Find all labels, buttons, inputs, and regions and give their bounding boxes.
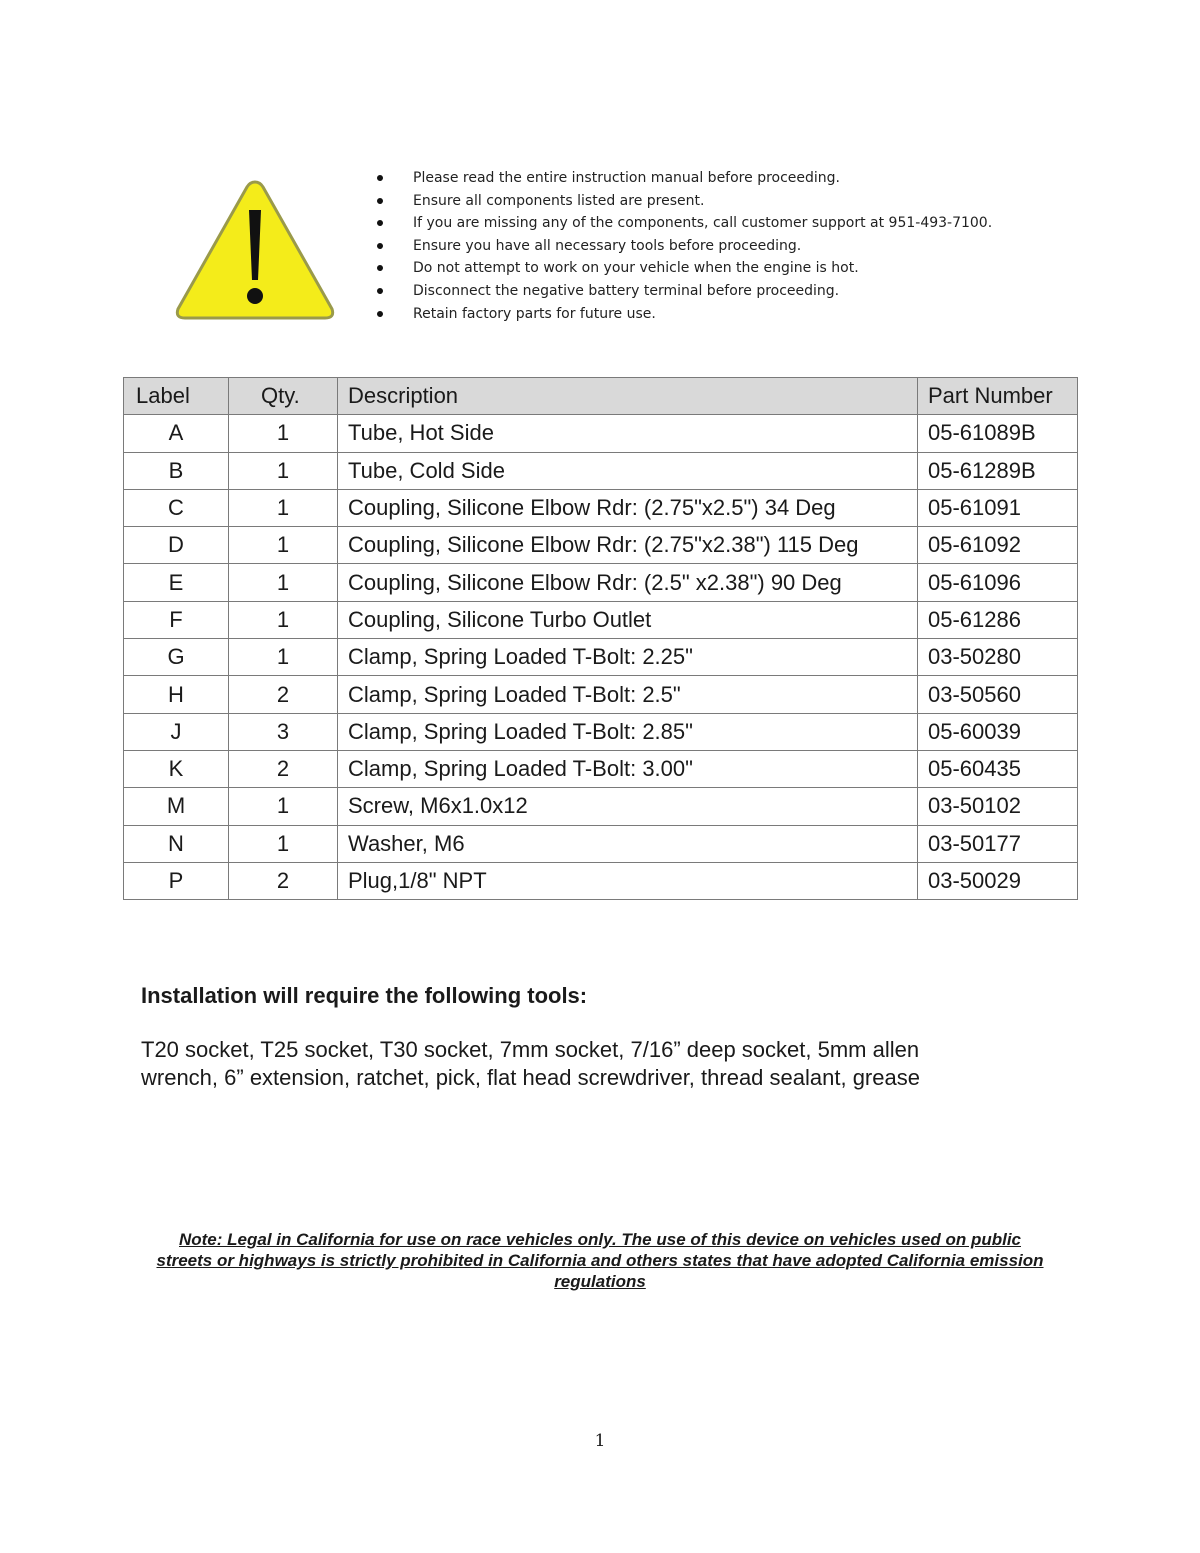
- header-part-number: Part Number: [918, 378, 1078, 415]
- cell-qty: 1: [229, 527, 338, 564]
- header-label: Label: [124, 378, 229, 415]
- parts-table-body: [124, 415, 1078, 900]
- header-description: Description: [338, 378, 918, 415]
- cell-qty: 1: [229, 489, 338, 526]
- cell-label: D: [124, 527, 229, 564]
- cell-qty: 3: [229, 713, 338, 750]
- table-row: [124, 564, 1078, 601]
- cell-label: C: [124, 489, 229, 526]
- cell-part-number: 03-50560: [918, 676, 1078, 713]
- table-row: [124, 639, 1078, 676]
- cell-part-number: 05-61286: [918, 601, 1078, 638]
- cell-description: Clamp, Spring Loaded T-Bolt: 2.5": [338, 676, 918, 713]
- table-row: [124, 676, 1078, 713]
- cell-qty: 2: [229, 750, 338, 787]
- table-row: [124, 601, 1078, 638]
- cell-description: Clamp, Spring Loaded T-Bolt: 2.85": [338, 713, 918, 750]
- warning-item: Please read the entire instruction manual before proceeding.: [375, 167, 992, 190]
- cell-label: E: [124, 564, 229, 601]
- parts-table-header: [124, 378, 1078, 415]
- warning-triangle-icon: [172, 176, 338, 324]
- tools-list: T20 socket, T25 socket, T30 socket, 7mm socket, 7/16” deep socket, 5mm allen wrench, 6” extension, ratchet, pick, flat head screwdriver, thread sealant, grease: [141, 1037, 920, 1090]
- warning-item: Retain factory parts for future use.: [375, 303, 992, 326]
- header-qty: Qty.: [229, 378, 338, 415]
- warning-item: Disconnect the negative battery terminal before proceeding.: [375, 280, 992, 303]
- cell-part-number: 05-61096: [918, 564, 1078, 601]
- parts-table: [123, 377, 1078, 900]
- cell-part-number: 05-60039: [918, 713, 1078, 750]
- cell-description: Screw, M6x1.0x12: [338, 788, 918, 825]
- cell-label: G: [124, 639, 229, 676]
- cell-label: H: [124, 676, 229, 713]
- cell-description: Washer, M6: [338, 825, 918, 862]
- cell-qty: 1: [229, 788, 338, 825]
- cell-qty: 1: [229, 639, 338, 676]
- cell-part-number: 05-61091: [918, 489, 1078, 526]
- warning-list: [375, 167, 992, 325]
- cell-qty: 1: [229, 452, 338, 489]
- table-row: [124, 452, 1078, 489]
- warning-item: Ensure you have all necessary tools before proceeding.: [375, 235, 992, 258]
- cell-part-number: 03-50102: [918, 788, 1078, 825]
- table-row: [124, 527, 1078, 564]
- cell-label: P: [124, 862, 229, 899]
- cell-qty: 1: [229, 564, 338, 601]
- cell-part-number: 03-50029: [918, 862, 1078, 899]
- table-row: [124, 713, 1078, 750]
- cell-label: K: [124, 750, 229, 787]
- warning-item: Do not attempt to work on your vehicle when the engine is hot.: [375, 257, 992, 280]
- cell-part-number: 05-61089B: [918, 415, 1078, 452]
- cell-description: Coupling, Silicone Turbo Outlet: [338, 601, 918, 638]
- cell-part-number: 05-60435: [918, 750, 1078, 787]
- cell-part-number: 05-61092: [918, 527, 1078, 564]
- table-row: [124, 788, 1078, 825]
- cell-label: M: [124, 788, 229, 825]
- cell-qty: 1: [229, 415, 338, 452]
- cell-description: Plug,1/8" NPT: [338, 862, 918, 899]
- table-row: [124, 750, 1078, 787]
- warning-item: Ensure all components listed are present.: [375, 190, 992, 213]
- cell-description: Clamp, Spring Loaded T-Bolt: 3.00": [338, 750, 918, 787]
- table-row: [124, 489, 1078, 526]
- cell-label: B: [124, 452, 229, 489]
- warning-item: If you are missing any of the components, call customer support at 951-493-7100.: [375, 212, 992, 235]
- cell-description: Coupling, Silicone Elbow Rdr: (2.75"x2.5") 34 Deg: [338, 489, 918, 526]
- cell-description: Clamp, Spring Loaded T-Bolt: 2.25": [338, 639, 918, 676]
- cell-qty: 2: [229, 676, 338, 713]
- tools-heading: Installation will require the following tools:: [141, 983, 588, 1008]
- table-row: [124, 862, 1078, 899]
- cell-description: Coupling, Silicone Elbow Rdr: (2.75"x2.38") 115 Deg: [338, 527, 918, 564]
- legal-note: Note: Legal in California for use on race vehicles only. The use of this device on vehicles used on public streets or highways is strictly prohibited in California and others states that have adopted California emission regulations: [156, 1230, 1044, 1291]
- table-row: [124, 415, 1078, 452]
- cell-qty: 1: [229, 601, 338, 638]
- cell-label: N: [124, 825, 229, 862]
- cell-qty: 2: [229, 862, 338, 899]
- cell-description: Tube, Cold Side: [338, 452, 918, 489]
- cell-description: Tube, Hot Side: [338, 415, 918, 452]
- cell-part-number: 03-50177: [918, 825, 1078, 862]
- cell-label: F: [124, 601, 229, 638]
- cell-label: A: [124, 415, 229, 452]
- cell-part-number: 03-50280: [918, 639, 1078, 676]
- table-row: [124, 825, 1078, 862]
- cell-label: J: [124, 713, 229, 750]
- page-number: 1: [594, 1431, 606, 1451]
- cell-description: Coupling, Silicone Elbow Rdr: (2.5" x2.38") 90 Deg: [338, 564, 918, 601]
- cell-qty: 1: [229, 825, 338, 862]
- cell-part-number: 05-61289B: [918, 452, 1078, 489]
